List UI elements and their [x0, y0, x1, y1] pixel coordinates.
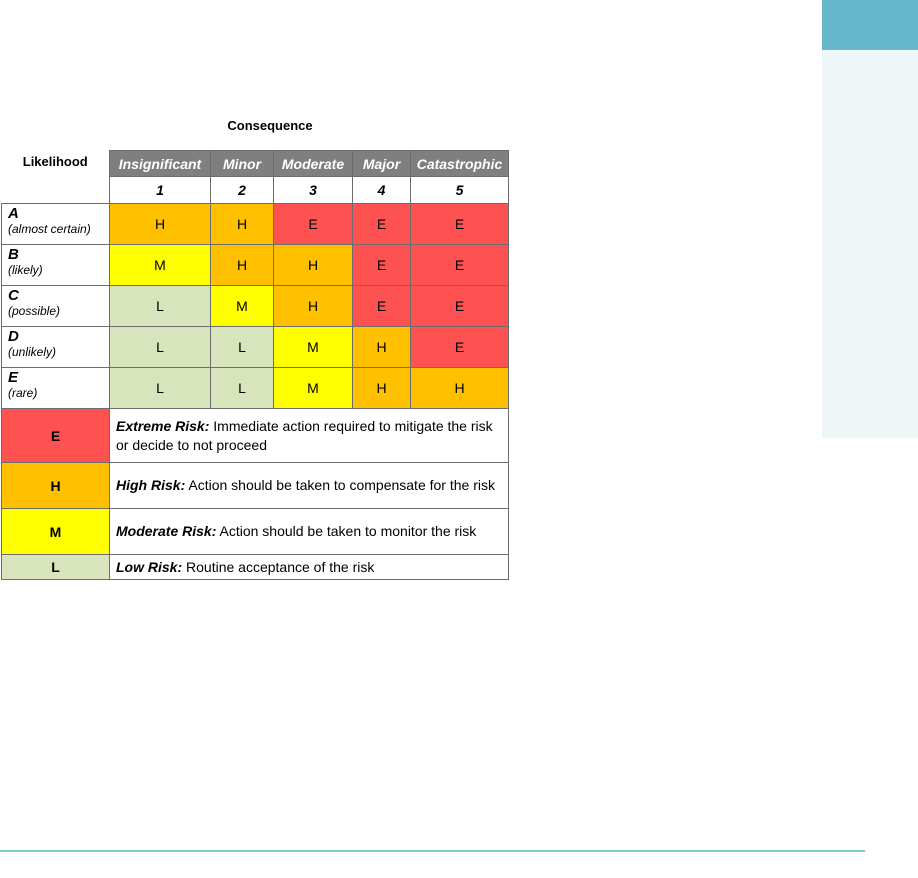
likelihood-label — [2, 327, 110, 368]
likelihood-description: (likely) — [8, 263, 43, 277]
likelihood-header-cell — [2, 151, 110, 204]
likelihood-label — [2, 245, 110, 286]
legend-text: Immediate action required to mitigate the risk or decide to not proceed — [116, 417, 493, 453]
likelihood-letter: E — [8, 369, 19, 386]
consequence-header-major: Major — [353, 151, 411, 177]
legend-row-moderate — [2, 509, 509, 555]
risk-cell: L — [211, 327, 274, 368]
risk-cell: L — [110, 327, 211, 368]
consequence-number-1: 1 — [110, 177, 211, 204]
risk-cell: H — [211, 245, 274, 286]
legend-row-low — [2, 555, 509, 580]
likelihood-title: Likelihood — [22, 153, 88, 169]
risk-cell: H — [211, 204, 274, 245]
likelihood-label — [2, 368, 110, 409]
risk-cell: M — [211, 286, 274, 327]
likelihood-letter: B — [8, 246, 19, 263]
legend-key: L — [2, 555, 110, 580]
risk-cell: E — [411, 245, 509, 286]
likelihood-letter: C — [8, 287, 19, 304]
likelihood-row-d — [2, 327, 509, 368]
likelihood-label — [2, 204, 110, 245]
risk-cell: E — [353, 286, 411, 327]
legend-description — [110, 555, 509, 580]
risk-cell: L — [110, 286, 211, 327]
risk-cell: M — [274, 327, 353, 368]
risk-cell: M — [274, 368, 353, 409]
legend-term: Extreme Risk: — [116, 417, 210, 434]
risk-cell: H — [274, 286, 353, 327]
risk-cell: E — [353, 245, 411, 286]
likelihood-row-e — [2, 368, 509, 409]
likelihood-description: (almost certain) — [8, 222, 91, 236]
legend-key: E — [2, 409, 110, 463]
legend-description — [110, 409, 509, 463]
risk-cell: H — [353, 368, 411, 409]
likelihood-letter: D — [8, 328, 19, 345]
risk-cell: E — [411, 286, 509, 327]
risk-cell: L — [110, 368, 211, 409]
legend-key: M — [2, 509, 110, 555]
risk-cell: M — [110, 245, 211, 286]
consequence-number-2: 2 — [211, 177, 274, 204]
legend-row-high — [2, 463, 509, 509]
risk-cell: H — [353, 327, 411, 368]
risk-matrix-table — [1, 150, 509, 580]
side-tab-accent — [822, 0, 918, 50]
consequence-header-minor: Minor — [211, 151, 274, 177]
legend-term: High Risk: — [116, 477, 186, 493]
risk-cell: H — [274, 245, 353, 286]
legend-text: Action should be taken to compensate for the risk — [185, 477, 495, 493]
legend-description — [110, 463, 509, 509]
consequence-title: Consequence — [227, 118, 313, 133]
legend-term: Moderate Risk: — [116, 523, 217, 539]
consequence-number-3: 3 — [274, 177, 353, 204]
likelihood-row-c — [2, 286, 509, 327]
legend-key: H — [2, 463, 110, 509]
likelihood-label — [2, 286, 110, 327]
consequence-number-4: 4 — [353, 177, 411, 204]
risk-cell: E — [411, 204, 509, 245]
likelihood-row-b — [2, 245, 509, 286]
consequence-header-moderate: Moderate — [274, 151, 353, 177]
likelihood-row-a — [2, 204, 509, 245]
consequence-header-catastrophic: Catastrophic — [411, 151, 509, 177]
likelihood-description: (rare) — [8, 386, 38, 400]
risk-cell: H — [411, 368, 509, 409]
risk-cell: L — [211, 368, 274, 409]
consequence-header-insignificant: Insignificant — [110, 151, 211, 177]
consequence-number-5: 5 — [411, 177, 509, 204]
footer-divider — [0, 850, 865, 852]
legend-row-extreme — [2, 409, 509, 463]
legend-text: Routine acceptance of the risk — [182, 558, 375, 575]
legend-text: Action should be taken to monitor the risk — [216, 523, 477, 539]
legend-term: Low Risk: — [116, 558, 183, 575]
risk-cell: H — [110, 204, 211, 245]
side-panel — [822, 50, 918, 438]
risk-cell: E — [411, 327, 509, 368]
legend-description — [110, 509, 509, 555]
likelihood-letter: A — [8, 205, 19, 222]
likelihood-description: (unlikely) — [8, 345, 57, 359]
risk-cell: E — [274, 204, 353, 245]
likelihood-description: (possible) — [8, 304, 61, 318]
risk-cell: E — [353, 204, 411, 245]
